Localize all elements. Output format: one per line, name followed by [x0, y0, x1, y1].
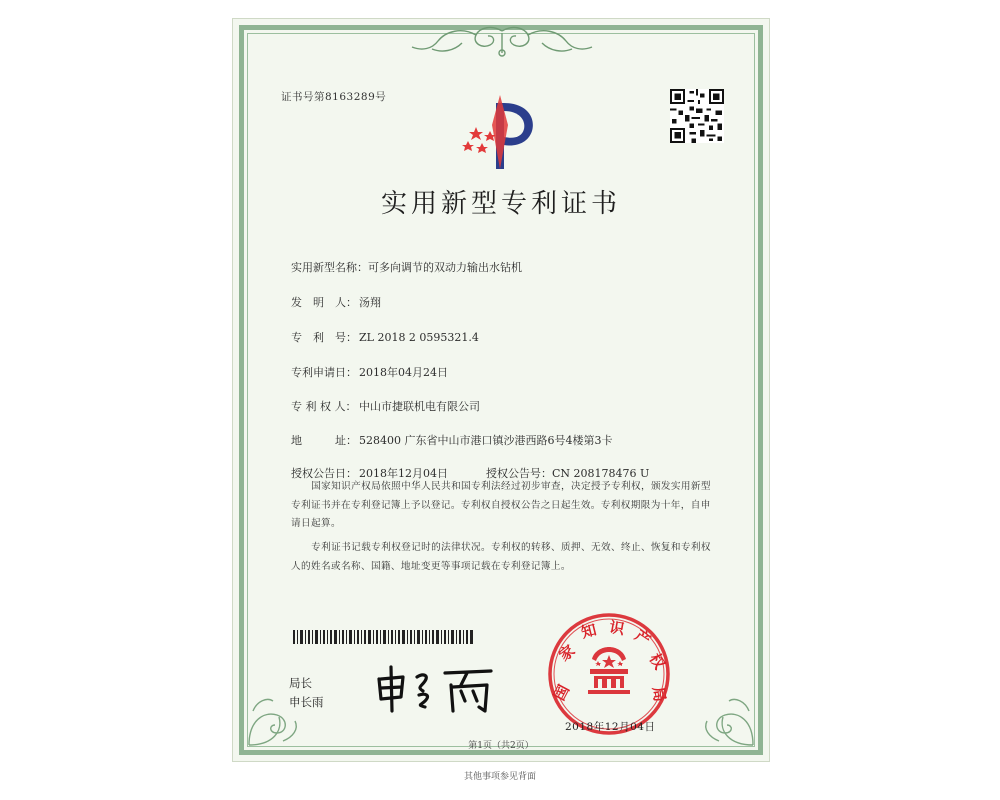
- patent-office-logo-icon: [456, 85, 546, 175]
- field-row-patentee: [291, 398, 480, 414]
- field-value: 汤翔: [359, 296, 381, 309]
- svg-text:识: 识: [607, 617, 626, 639]
- svg-text:权: 权: [645, 650, 669, 673]
- field-value: 528400 广东省中山市港口镇沙港西路6号4楼第3卡: [359, 434, 613, 447]
- footnote: 其他事项参见背面: [463, 772, 536, 782]
- certificate-number: 证书号第8163289号: [281, 91, 387, 103]
- field-label: 地 址：: [291, 434, 357, 447]
- field-row-address: [291, 432, 612, 448]
- field-row-name: [291, 259, 522, 275]
- director-title: 局长: [289, 676, 312, 690]
- field-label: 专 利 号：: [291, 331, 357, 344]
- director-signature-icon: [373, 661, 503, 717]
- grant-statement-paragraph: 国家知识产权局依照中华人民共和国专利法经过初步审查，决定授予专利权，颁发实用新型专利证书并在专利登记簿上予以登记。专利权自授权公告之日起生效。专利权期限为十年，自申请日起算。: [291, 481, 711, 529]
- field-label: 专利申请日：: [291, 366, 357, 379]
- seal-date: 2018年12月04日: [565, 721, 656, 733]
- field-label: 实用新型名称：: [291, 261, 368, 274]
- page-number: 第1页（共2页）: [468, 741, 534, 751]
- legal-status-paragraph: 专利证书记载专利权登记时的法律状况。专利权的转移、质押、无效、终止、恢复和专利权人的姓名或名称、国籍、地址变更等事项记载在专利登记簿上。: [291, 542, 711, 572]
- svg-text:国: 国: [550, 681, 574, 704]
- field-label: 授权公告号：: [486, 467, 552, 480]
- field-label: 发 明 人：: [291, 296, 357, 309]
- field-value: 中山市捷联机电有限公司: [359, 400, 480, 413]
- svg-text:产: 产: [631, 626, 655, 650]
- certificate-title: 实用新型专利证书: [380, 189, 621, 219]
- top-ornament-icon: [402, 23, 602, 63]
- certificate-page: [232, 18, 770, 762]
- svg-text:局: 局: [648, 685, 669, 703]
- field-row-inventor: [291, 294, 381, 310]
- director-name: 申长雨: [289, 695, 324, 709]
- field-value: 可多向调节的双动力输出水钻机: [368, 261, 522, 274]
- svg-text:家: 家: [555, 641, 579, 665]
- field-row-filing-date: [291, 364, 448, 380]
- field-row-patent-number: [291, 329, 479, 345]
- barcode-icon: [293, 630, 475, 644]
- field-value: CN 208178476 U: [552, 467, 650, 480]
- qr-code-icon: [670, 89, 724, 143]
- field-label: 授权公告日：: [291, 467, 357, 480]
- field-value: 2018年04月24日: [359, 366, 448, 379]
- svg-text:知: 知: [579, 620, 599, 642]
- field-value: 2018年12月04日: [359, 467, 448, 480]
- field-value: ZL 2018 2 0595321.4: [359, 331, 479, 344]
- field-label: 专 利 权 人：: [291, 400, 357, 413]
